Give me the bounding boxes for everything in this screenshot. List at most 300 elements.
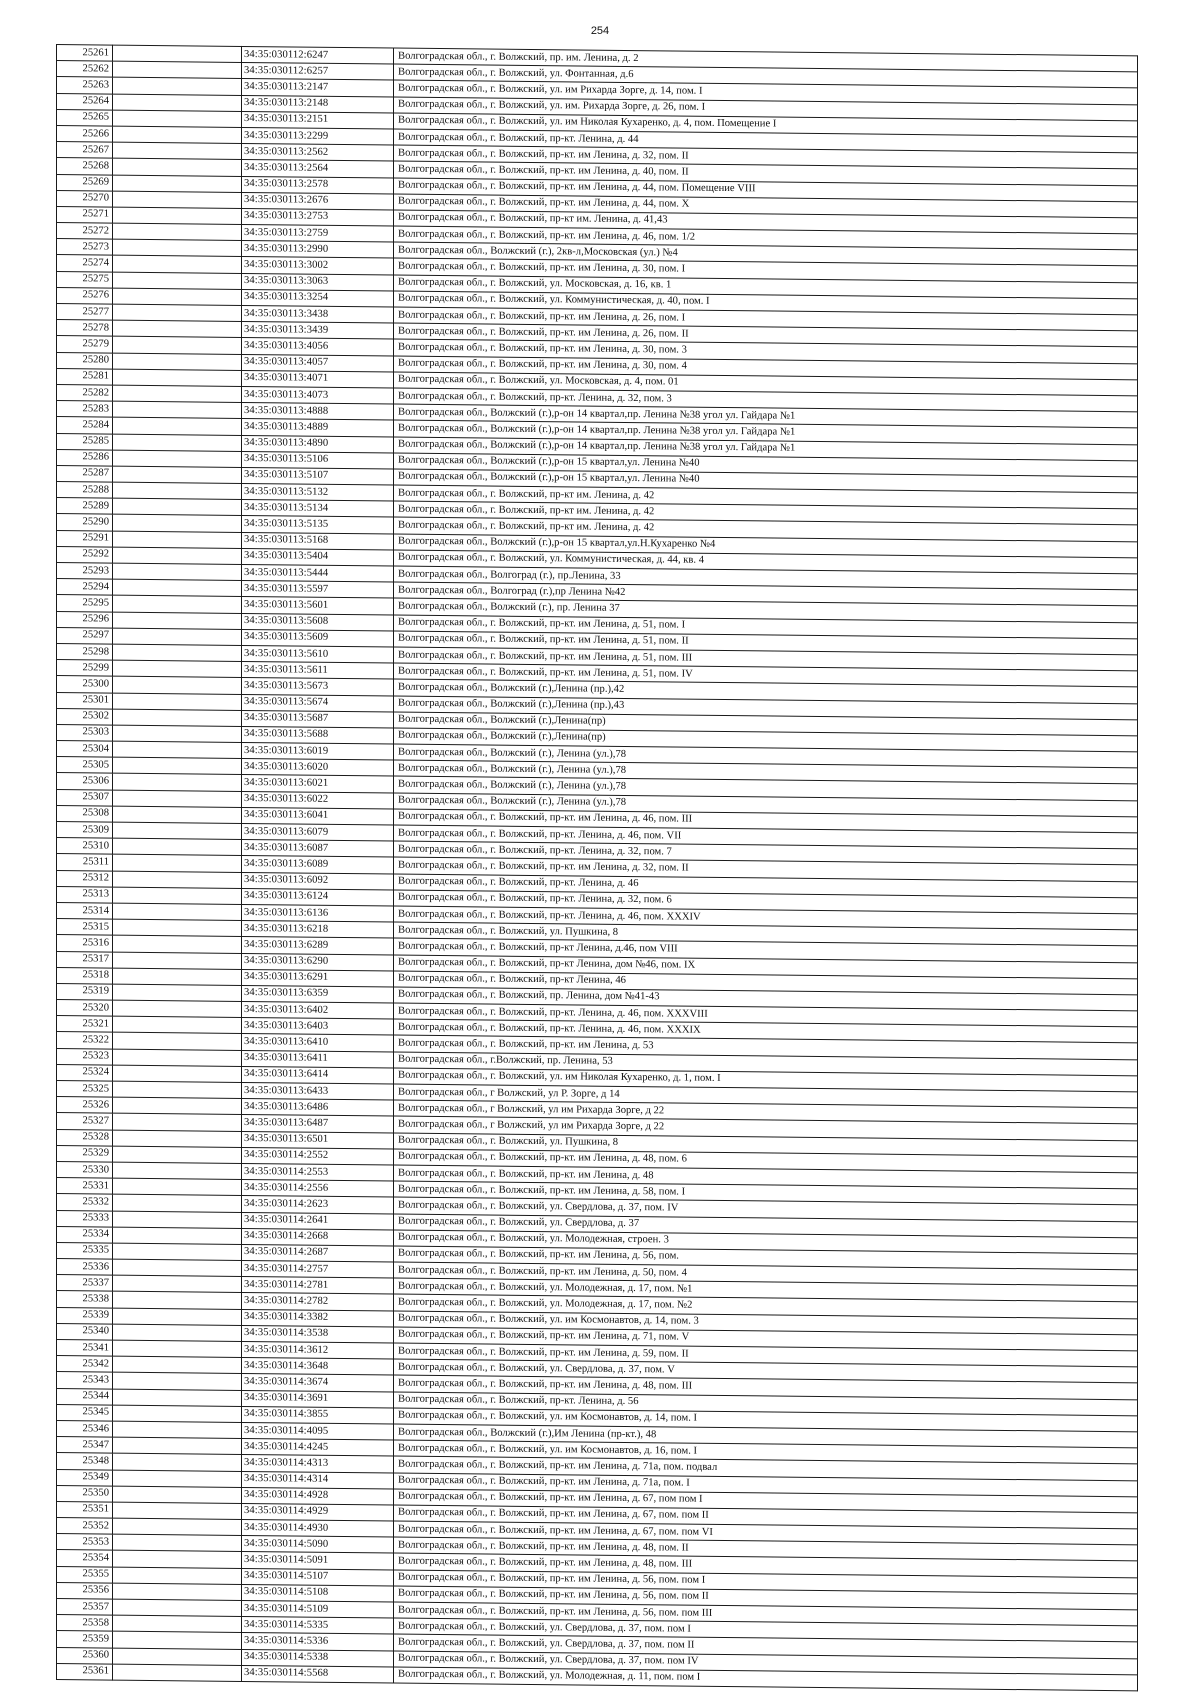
address-cell: Волгоградская обл., г. Волжский, ул. Свердлова, д. 37, пом. пом II — [394, 1634, 1138, 1658]
cadastral-number-cell: 34:35:030113:3254 — [242, 289, 394, 307]
row-number-cell: 25332 — [57, 1194, 113, 1211]
row-number-cell: 25336 — [57, 1259, 113, 1276]
empty-cell — [113, 935, 242, 953]
row-number-cell: 25337 — [57, 1275, 113, 1292]
row-number-cell: 25261 — [57, 45, 113, 62]
address-cell: Волгоградская обл., г. Волжский, ул. Молодежная, строен. 3 — [394, 1230, 1138, 1254]
address-cell: Волгоградская обл., г. Волжский, ул. Свердлова, д. 37, пом. V — [394, 1359, 1138, 1383]
address-cell: Волгоградская обл., г. Волжский, пр-кт. им Ленина, д. 71, пом. V — [394, 1327, 1138, 1351]
cadastral-number-cell: 34:35:030113:5134 — [242, 500, 394, 518]
empty-cell — [113, 676, 242, 694]
cadastral-number-cell: 34:35:030114:4245 — [242, 1439, 394, 1457]
address-cell: Волгоградская обл., Волжский (г.),р-он 15 квартал,ул.Н.Кухаренко №4 — [394, 534, 1138, 558]
cadastral-number-cell: 34:35:030113:4073 — [242, 386, 394, 404]
row-number-cell: 25325 — [57, 1081, 113, 1098]
empty-cell — [113, 401, 242, 419]
row-number-cell: 25341 — [57, 1340, 113, 1357]
empty-cell — [113, 984, 242, 1002]
address-cell: Волгоградская обл., г. Волжский, пр-кт. им Ленина, д. 44, пом. Помещение VIII — [394, 178, 1138, 202]
cadastral-number-cell: 34:35:030114:2552 — [242, 1147, 394, 1165]
address-cell: Волгоградская обл., г Волжский, ул Р. Зорге, д 14 — [394, 1084, 1138, 1108]
row-number-cell: 25308 — [57, 805, 113, 822]
address-cell: Волгоградская обл., Волжский (г.),Им Ленина (пр-кт.), 48 — [394, 1424, 1138, 1448]
empty-cell — [113, 353, 242, 371]
cadastral-number-cell: 34:35:030114:2641 — [242, 1212, 394, 1230]
empty-cell — [113, 968, 242, 986]
row-number-cell: 25272 — [57, 223, 113, 240]
cadastral-number-cell: 34:35:030113:5444 — [242, 564, 394, 582]
address-cell: Волгоградская обл., г. Волжский, ул. Московская, д. 16, кв. 1 — [394, 275, 1138, 299]
address-cell: Волгоградская обл., г.Волжский, пр. Ленина, 53 — [394, 1052, 1138, 1076]
empty-cell — [113, 871, 242, 889]
row-number-cell: 25352 — [57, 1518, 113, 1535]
address-cell: Волгоградская обл., г. Волжский, пр-кт. им Ленина, д. 71а, пом. подвал — [394, 1456, 1138, 1480]
empty-cell — [113, 304, 242, 322]
cadastral-number-cell: 34:35:030113:5135 — [242, 516, 394, 534]
row-number-cell: 25305 — [57, 757, 113, 774]
empty-cell — [113, 693, 242, 711]
address-cell: Волгоградская обл., г. Волжский, ул. Коммунистическая, д. 44, кв. 4 — [394, 550, 1138, 574]
address-cell: Волгоградская обл., г. Волжский, пр-кт. им Ленина, д. 59, пом. II — [394, 1343, 1138, 1367]
empty-cell — [113, 482, 242, 500]
cadastral-number-cell: 34:35:030114:5335 — [242, 1617, 394, 1635]
empty-cell — [113, 1389, 242, 1407]
cadastral-number-cell: 34:35:030113:6359 — [242, 985, 394, 1003]
row-number-cell: 25296 — [57, 611, 113, 628]
address-cell: Волгоградская обл., г. Волжский, ул. Свердлова, д. 37, пом. пом IV — [394, 1651, 1138, 1675]
row-number-cell: 25344 — [57, 1388, 113, 1405]
empty-cell — [113, 644, 242, 662]
cadastral-number-cell: 34:35:030114:2757 — [242, 1261, 394, 1279]
address-cell: Волгоградская обл., г. Волжский, пр-кт. им Ленина, д. 30, пом. I — [394, 258, 1138, 282]
empty-cell — [113, 1016, 242, 1034]
address-cell: Волгоградская обл., Волжский (г.), Ленина (ул.),78 — [394, 793, 1138, 817]
address-cell: Волгоградская обл., г. Волжский, пр-кт. им Ленина, д. 46, пом. 1/2 — [394, 226, 1138, 250]
cadastral-number-cell: 34:35:030113:6403 — [242, 1018, 394, 1036]
row-number-cell: 25287 — [57, 465, 113, 482]
cadastral-number-cell: 34:35:030113:3063 — [242, 273, 394, 291]
cadastral-number-cell: 34:35:030114:4929 — [242, 1503, 394, 1521]
row-number-cell: 25285 — [57, 433, 113, 450]
address-cell: Волгоградская обл., г. Волжский, пр-кт. им Ленина, д. 48 — [394, 1165, 1138, 1189]
address-cell: Волгоградская обл., г. Волжский, пр-кт. Ленина, д. 32, пом. 3 — [394, 388, 1138, 412]
row-number-cell: 25286 — [57, 449, 113, 466]
empty-cell — [113, 1421, 242, 1439]
address-cell: Волгоградская обл., г Волжский, ул им Рихарда Зорге, д 22 — [394, 1100, 1138, 1124]
empty-cell — [113, 757, 242, 775]
cadastral-number-cell: 34:35:030113:2564 — [242, 160, 394, 178]
address-cell: Волгоградская обл., г. Волжский, ул. Свердлова, д. 37 — [394, 1214, 1138, 1238]
address-cell: Волгоградская обл., г. Волжский, пр-кт. им Ленина, д. 30, пом. 3 — [394, 339, 1138, 363]
cadastral-number-cell: 34:35:030114:4928 — [242, 1487, 394, 1505]
address-cell: Волгоградская обл., г. Волжский, пр-кт. им Ленина, д. 48, пом. 6 — [394, 1149, 1138, 1173]
cadastral-number-cell: 34:35:030113:2147 — [242, 79, 394, 97]
address-cell: Волгоградская обл., г. Волжский, пр-кт. им Ленина, д. 56, пом. — [394, 1246, 1138, 1270]
address-cell: Волгоградская обл., г. Волжский, ул. им Космонавтов, д. 14, пом. 3 — [394, 1311, 1138, 1335]
address-cell: Волгоградская обл., г. Волжский, ул. Коммунистическая, д. 40, пом. I — [394, 291, 1138, 315]
cadastral-number-cell: 34:35:030113:5597 — [242, 581, 394, 599]
empty-cell — [113, 158, 242, 176]
empty-cell — [113, 1583, 242, 1601]
empty-cell — [113, 612, 242, 630]
cadastral-number-cell: 34:35:030113:5106 — [242, 451, 394, 469]
row-number-cell: 25311 — [57, 854, 113, 871]
row-number-cell: 25343 — [57, 1372, 113, 1389]
address-cell: Волгоградская обл., г. Волжский, пр-кт Ленина, 46 — [394, 971, 1138, 995]
cadastral-number-cell: 34:35:030113:5673 — [242, 678, 394, 696]
empty-cell — [113, 563, 242, 581]
row-number-cell: 25323 — [57, 1048, 113, 1065]
cadastral-number-cell: 34:35:030114:2782 — [242, 1293, 394, 1311]
address-cell: Волгоградская обл., г. Волжский, пр-кт. им Ленина, д. 30, пом. 4 — [394, 356, 1138, 380]
row-number-cell: 25346 — [57, 1420, 113, 1437]
cadastral-number-cell: 34:35:030113:6124 — [242, 888, 394, 906]
row-number-cell: 25301 — [57, 692, 113, 709]
address-cell: Волгоградская обл., г. Волжский, пр-кт. им Ленина, д. 44, пом. X — [394, 194, 1138, 218]
empty-cell — [113, 417, 242, 435]
row-number-cell: 25280 — [57, 352, 113, 369]
empty-cell — [113, 1486, 242, 1504]
empty-cell — [113, 1470, 242, 1488]
address-cell: Волгоградская обл., Волжский (г.), Ленина (ул.),78 — [394, 760, 1138, 784]
empty-cell — [113, 385, 242, 403]
cadastral-number-cell: 34:35:030112:6247 — [242, 46, 394, 64]
address-cell: Волгоградская обл., г. Волжский, ул. Молодежная, д. 17, пом. №2 — [394, 1294, 1138, 1318]
address-cell: Волгоградская обл., г. Волжский, пр-кт. Ленина, д. 46 — [394, 874, 1138, 898]
row-number-cell: 25315 — [57, 919, 113, 936]
cadastral-number-cell: 34:35:030114:5090 — [242, 1536, 394, 1554]
row-number-cell: 25267 — [57, 142, 113, 159]
cadastral-number-cell: 34:35:030113:4890 — [242, 435, 394, 453]
empty-cell — [113, 1211, 242, 1229]
empty-cell — [113, 110, 242, 128]
empty-cell — [113, 272, 242, 290]
empty-cell — [113, 1292, 242, 1310]
cadastral-number-cell: 34:35:030113:5611 — [242, 662, 394, 680]
cadastral-number-cell: 34:35:030113:6218 — [242, 921, 394, 939]
empty-cell — [113, 175, 242, 193]
cadastral-number-cell: 34:35:030114:5109 — [242, 1600, 394, 1618]
row-number-cell: 25265 — [57, 109, 113, 126]
cadastral-number-cell: 34:35:030113:6089 — [242, 856, 394, 874]
row-number-cell: 25354 — [57, 1550, 113, 1567]
row-number-cell: 25283 — [57, 401, 113, 418]
cadastral-number-cell: 34:35:030114:5336 — [242, 1633, 394, 1651]
empty-cell — [113, 790, 242, 808]
empty-cell — [113, 1648, 242, 1666]
empty-cell — [113, 1324, 242, 1342]
cadastral-number-cell: 34:35:030113:4889 — [242, 419, 394, 437]
empty-cell — [113, 450, 242, 468]
cadastral-number-cell: 34:35:030114:5107 — [242, 1568, 394, 1586]
row-number-cell: 25277 — [57, 304, 113, 321]
cadastral-number-cell: 34:35:030113:2990 — [242, 241, 394, 259]
empty-cell — [113, 256, 242, 274]
page-number: 254 — [590, 25, 610, 37]
empty-cell — [113, 77, 242, 95]
row-number-cell: 25313 — [57, 886, 113, 903]
address-cell: Волгоградская обл., г. Волжский, пр-кт. им Ленина, д. 67, пом пом I — [394, 1489, 1138, 1513]
address-cell: Волгоградская обл., г. Волжский, пр-кт. им Ленина, д. 67, пом. пом II — [394, 1505, 1138, 1529]
empty-cell — [113, 239, 242, 257]
address-cell: Волгоградская обл., г. Волжский, пр-кт. им Ленина, д. 51, пом. III — [394, 647, 1138, 671]
address-cell: Волгоградская обл., г. Волжский, пр-кт. Ленина, д. 46, пом. XXXIV — [394, 906, 1138, 930]
cadastral-number-cell: 34:35:030113:6290 — [242, 953, 394, 971]
address-cell: Волгоградская обл., г. Волжский, пр-кт им. Ленина, д. 42 — [394, 485, 1138, 509]
cadastral-number-cell: 34:35:030113:6087 — [242, 840, 394, 858]
address-cell: Волгоградская обл., г. Волжский, пр-кт. Ленина, д. 46, пом. XXXIX — [394, 1019, 1138, 1043]
address-cell: Волгоградская обл., г. Волжский, пр-кт им. Ленина, д. 42 — [394, 517, 1138, 541]
empty-cell — [113, 1356, 242, 1374]
address-cell: Волгоградская обл., г. Волжский, ул. им. Рихарда Зорге, д. 26, пом. I — [394, 97, 1138, 121]
empty-cell — [113, 595, 242, 613]
row-number-cell: 25288 — [57, 482, 113, 499]
row-number-cell: 25273 — [57, 239, 113, 256]
row-number-cell: 25264 — [57, 93, 113, 110]
address-cell: Волгоградская обл., г. Волжский, пр. им. Ленина, д. 2 — [394, 48, 1138, 72]
cadastral-number-cell: 34:35:030113:5107 — [242, 467, 394, 485]
row-number-cell: 25359 — [57, 1631, 113, 1648]
cadastral-number-cell: 34:35:030112:6257 — [242, 63, 394, 81]
empty-cell — [113, 1437, 242, 1455]
address-cell: Волгоградская обл., г. Волжский, пр-кт. им Ленина, д. 48, пом. III — [394, 1553, 1138, 1577]
cadastral-number-cell: 34:35:030113:3002 — [242, 257, 394, 275]
row-number-cell: 25307 — [57, 789, 113, 806]
address-cell: Волгоградская обл., г. Волжский, пр-кт. им Ленина, д. 40, пом. II — [394, 161, 1138, 185]
row-number-cell: 25326 — [57, 1097, 113, 1114]
cadastral-number-cell: 34:35:030113:6414 — [242, 1066, 394, 1084]
address-cell: Волгоградская обл., Волжский (г.), 2кв-л,Московская (ул.) №4 — [394, 242, 1138, 266]
empty-cell — [113, 434, 242, 452]
row-number-cell: 25317 — [57, 951, 113, 968]
cadastral-number-cell: 34:35:030113:5674 — [242, 694, 394, 712]
empty-cell — [113, 1631, 242, 1649]
row-number-cell: 25353 — [57, 1534, 113, 1551]
address-cell: Волгоградская обл., г. Волжский, ул. им Рихарда Зорге, д. 14, пом. I — [394, 80, 1138, 104]
address-cell: Волгоградская обл., г. Волжский, пр-кт. Ленина, д. 46, пом. XXXVIII — [394, 1003, 1138, 1027]
address-cell: Волгоградская обл., Волжский (г.), пр. Ленина 37 — [394, 598, 1138, 622]
row-number-cell: 25350 — [57, 1485, 113, 1502]
empty-cell — [113, 1405, 242, 1423]
row-number-cell: 25316 — [57, 935, 113, 952]
row-number-cell: 25291 — [57, 530, 113, 547]
empty-cell — [113, 1518, 242, 1536]
row-number-cell: 25330 — [57, 1161, 113, 1178]
cadastral-number-cell: 34:35:030113:6092 — [242, 872, 394, 890]
cadastral-number-cell: 34:35:030114:2687 — [242, 1244, 394, 1262]
empty-cell — [113, 919, 242, 937]
empty-cell — [113, 660, 242, 678]
row-number-cell: 25312 — [57, 870, 113, 887]
cadastral-number-cell: 34:35:030113:6079 — [242, 823, 394, 841]
cadastral-number-cell: 34:35:030113:6291 — [242, 969, 394, 987]
cadastral-number-cell: 34:35:030113:6410 — [242, 1034, 394, 1052]
row-number-cell: 25327 — [57, 1113, 113, 1130]
empty-cell — [113, 126, 242, 144]
cadastral-number-cell: 34:35:030113:5688 — [242, 726, 394, 744]
address-cell: Волгоградская обл., г. Волжский, пр-кт. Ленина, д. 32, пом. 6 — [394, 890, 1138, 914]
row-number-cell: 25282 — [57, 384, 113, 401]
row-number-cell: 25360 — [57, 1647, 113, 1664]
row-number-cell: 25271 — [57, 206, 113, 223]
cadastral-number-cell: 34:35:030114:4314 — [242, 1471, 394, 1489]
empty-cell — [113, 887, 242, 905]
cadastral-number-cell: 34:35:030113:5608 — [242, 613, 394, 631]
empty-cell — [113, 94, 242, 112]
cadastral-number-cell: 34:35:030114:2668 — [242, 1228, 394, 1246]
empty-cell — [113, 1372, 242, 1390]
address-cell: Волгоградская обл., г. Волжский, пр-кт. им Ленина, д. 50, пом. 4 — [394, 1262, 1138, 1286]
address-cell: Волгоградская обл., г Волжский, ул им Рихарда Зорге, д 22 — [394, 1116, 1138, 1140]
row-number-cell: 25334 — [57, 1226, 113, 1243]
address-cell: Волгоградская обл., г. Волжский, пр-кт. Ленина, д. 46, пом. VII — [394, 825, 1138, 849]
empty-cell — [113, 142, 242, 160]
row-number-cell: 25303 — [57, 724, 113, 741]
row-number-cell: 25292 — [57, 546, 113, 563]
cadastral-number-cell: 34:35:030114:4095 — [242, 1422, 394, 1440]
empty-cell — [113, 1130, 242, 1148]
cadastral-number-cell: 34:35:030113:2676 — [242, 192, 394, 210]
cadastral-number-cell: 34:35:030113:4071 — [242, 370, 394, 388]
empty-cell — [113, 1308, 242, 1326]
empty-cell — [113, 1097, 242, 1115]
cadastral-number-cell: 34:35:030113:2148 — [242, 95, 394, 113]
address-cell: Волгоградская обл., г. Волжский, ул. им Николая Кухаренко, д. 1, пом. I — [394, 1068, 1138, 1092]
row-number-cell: 25340 — [57, 1323, 113, 1340]
row-number-cell: 25302 — [57, 708, 113, 725]
empty-cell — [113, 1534, 242, 1552]
empty-cell — [113, 466, 242, 484]
empty-cell — [113, 774, 242, 792]
empty-cell — [113, 1664, 242, 1682]
address-cell: Волгоградская обл., г. Волжский, ул. Пушкина, 8 — [394, 922, 1138, 946]
address-cell: Волгоградская обл., г. Волжский, ул. Молодежная, д. 17, пом. №1 — [394, 1278, 1138, 1302]
cadastral-number-cell: 34:35:030113:6019 — [242, 743, 394, 761]
address-cell: Волгоградская обл., г. Волжский, ул. Пушкина, 8 — [394, 1133, 1138, 1157]
empty-cell — [113, 952, 242, 970]
empty-cell — [113, 1081, 242, 1099]
cadastral-number-cell: 34:35:030113:3438 — [242, 305, 394, 323]
cadastral-number-cell: 34:35:030114:3691 — [242, 1390, 394, 1408]
empty-cell — [113, 1615, 242, 1633]
row-number-cell: 25331 — [57, 1178, 113, 1195]
address-cell: Волгоградская обл., г. Волжский, ул. им Космонавтов, д. 16, пом. I — [394, 1440, 1138, 1464]
address-cell: Волгоградская обл., г. Волжский, ул. Московская, д. 4, пом. 01 — [394, 372, 1138, 396]
cadastral-number-cell: 34:35:030114:5338 — [242, 1649, 394, 1667]
row-number-cell: 25356 — [57, 1582, 113, 1599]
cadastral-number-cell: 34:35:030113:5687 — [242, 710, 394, 728]
address-cell: Волгоградская обл., г. Волжский, пр-кт. им Ленина, д. 46, пом. III — [394, 809, 1138, 833]
empty-cell — [113, 903, 242, 921]
row-number-cell: 25309 — [57, 822, 113, 839]
cadastral-number-cell: 34:35:030114:3855 — [242, 1406, 394, 1424]
address-cell: Волгоградская обл., г. Волжский, пр-кт. им Ленина, д. 56, пом. пом II — [394, 1586, 1138, 1610]
empty-cell — [113, 806, 242, 824]
cadastral-number-cell: 34:35:030113:6402 — [242, 1002, 394, 1020]
empty-cell — [113, 288, 242, 306]
row-number-cell: 25281 — [57, 368, 113, 385]
cadastral-number-cell: 34:35:030114:2553 — [242, 1163, 394, 1181]
cadastral-number-cell: 34:35:030113:6501 — [242, 1131, 394, 1149]
cadastral-number-cell: 34:35:030113:4057 — [242, 354, 394, 372]
address-cell: Волгоградская обл., г. Волжский, пр-кт. им Ленина, д. 26, пом. II — [394, 323, 1138, 347]
empty-cell — [113, 515, 242, 533]
empty-cell — [113, 547, 242, 565]
empty-cell — [113, 320, 242, 338]
cadastral-number-cell: 34:35:030114:2781 — [242, 1277, 394, 1295]
row-number-cell: 25268 — [57, 158, 113, 175]
empty-cell — [113, 579, 242, 597]
cadastral-number-cell: 34:35:030113:6433 — [242, 1082, 394, 1100]
empty-cell — [113, 709, 242, 727]
empty-cell — [113, 207, 242, 225]
row-number-cell: 25300 — [57, 676, 113, 693]
cadastral-number-cell: 34:35:030113:3439 — [242, 322, 394, 340]
empty-cell — [113, 1259, 242, 1277]
row-number-cell: 25339 — [57, 1307, 113, 1324]
address-cell: Волгоградская обл., г. Волжский, ул. Молодежная, д. 11, пом. пом I — [394, 1667, 1138, 1691]
cadastral-number-cell: 34:35:030114:3612 — [242, 1341, 394, 1359]
empty-cell — [113, 838, 242, 856]
address-cell: Волгоградская обл., Волжский (г.),Ленина (пр.),42 — [394, 679, 1138, 703]
address-cell: Волгоградская обл., г. Волжский, пр-кт. им Ленина, д. 48, пом. II — [394, 1537, 1138, 1561]
cadastral-number-cell: 34:35:030113:4056 — [242, 338, 394, 356]
empty-cell — [113, 191, 242, 209]
address-cell: Волгоградская обл., г. Волжский, ул. им Николая Кухаренко, д. 4, пом. Помещение I — [394, 113, 1138, 137]
row-number-cell: 25361 — [57, 1663, 113, 1680]
cadastral-number-cell: 34:35:030113:6487 — [242, 1115, 394, 1133]
cadastral-number-cell: 34:35:030113:5168 — [242, 532, 394, 550]
row-number-cell: 25322 — [57, 1032, 113, 1049]
cadastral-number-cell: 34:35:030113:2578 — [242, 176, 394, 194]
empty-cell — [113, 223, 242, 241]
address-cell: Волгоградская обл., г. Волжский, пр-кт. им Ленина, д. 51, пом. IV — [394, 663, 1138, 687]
empty-cell — [113, 1567, 242, 1585]
row-number-cell: 25304 — [57, 741, 113, 758]
address-cell: Волгоградская обл., г. Волжский, ул. Свердлова, д. 37, пом. IV — [394, 1197, 1138, 1221]
address-cell: Волгоградская обл., г. Волжский, пр-кт. им Ленина, д. 32, пом. II — [394, 857, 1138, 881]
address-cell: Волгоградская обл., г. Волжский, пр-кт. Ленина, д. 44 — [394, 129, 1138, 153]
address-cell: Волгоградская обл., г. Волжский, пр-кт. им Ленина, д. 67, пом. пом VI — [394, 1521, 1138, 1545]
address-cell: Волгоградская обл., г. Волжский, пр-кт им. Ленина, д. 41,43 — [394, 210, 1138, 234]
row-number-cell: 25324 — [57, 1064, 113, 1081]
address-cell: Волгоградская обл., г. Волжский, пр-кт. им Ленина, д. 58, пом. I — [394, 1181, 1138, 1205]
address-cell: Волгоградская обл., г. Волжский, ул. им Космонавтов, д. 14, пом. I — [394, 1408, 1138, 1432]
empty-cell — [113, 725, 242, 743]
row-number-cell: 25338 — [57, 1291, 113, 1308]
address-cell: Волгоградская обл., Волжский (г.),р-он 15 квартал,ул. Ленина №40 — [394, 469, 1138, 493]
empty-cell — [113, 1194, 242, 1212]
address-cell: Волгоградская обл., г. Волжский, ул. Фонтанная, д.6 — [394, 64, 1138, 88]
address-cell: Волгоградская обл., г. Волжский, пр-кт. им Ленина, д. 51, пом. II — [394, 631, 1138, 655]
empty-cell — [113, 1453, 242, 1471]
empty-cell — [113, 1162, 242, 1180]
cadastral-number-cell: 34:35:030113:6289 — [242, 937, 394, 955]
cadastral-number-cell: 34:35:030113:2299 — [242, 127, 394, 145]
cadastral-number-cell: 34:35:030114:5568 — [242, 1665, 394, 1683]
empty-cell — [113, 1243, 242, 1261]
address-cell: Волгоградская обл., г. Волжский, ул. Свердлова, д. 37, пом. пом I — [394, 1618, 1138, 1642]
empty-cell — [113, 1113, 242, 1131]
empty-cell — [113, 1275, 242, 1293]
row-number-cell: 25342 — [57, 1356, 113, 1373]
row-number-cell: 25328 — [57, 1129, 113, 1146]
row-number-cell: 25357 — [57, 1599, 113, 1616]
row-number-cell: 25314 — [57, 902, 113, 919]
empty-cell — [113, 498, 242, 516]
address-cell: Волгоградская обл., г. Волжский, пр-кт. им Ленина, д. 48, пом. III — [394, 1375, 1138, 1399]
cadastral-number-cell: 34:35:030113:6136 — [242, 904, 394, 922]
